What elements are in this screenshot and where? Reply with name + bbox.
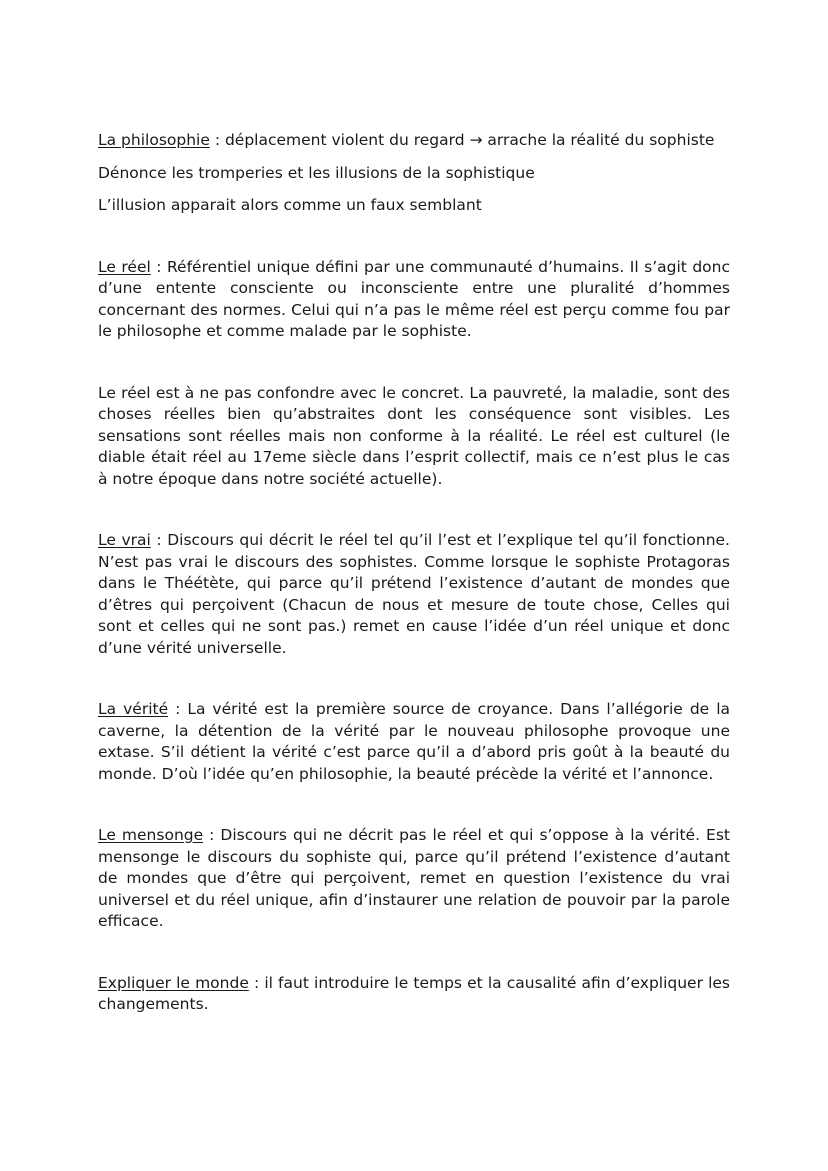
term-philosophie: La philosophie (98, 131, 210, 149)
paragraph-verite (98, 699, 730, 785)
paragraph-mensonge (98, 825, 730, 933)
term-verite: La vérité (98, 700, 169, 718)
term-reel: Le réel (98, 257, 151, 276)
definition-reel: : Référentiel unique défini par une communauté d’humains. Il s’agit donc d’une entente consciente ou inconsciente entre une pluralité d’hommes concernant des normes. Celui qui n’a pas le même réel est perçu comme fou par le philosophe et comme malade par le sophiste. (98, 257, 730, 340)
definition-mensonge: : Discours qui ne décrit pas le réel et qui s’oppose à la vérité. Est mensonge le discours du sophiste qui, parce qu’il prétend l’existence d’autant de mondes que d’être qui perçoivent, remet en question l’existence du vrai universel et du réel unique, afin d’instaurer une relation de pouvoir par la parole efficace. (98, 826, 730, 930)
text-reel-concret: Le réel est à ne pas confondre avec le concret. La pauvreté, la maladie, sont des choses réelles bien qu’abstraites dont les conséquence sont visibles. Les sensations sont réelles mais non conforme à la réalité. Le réel est culturel (le diable était réel au 17eme siècle dans l’esprit collectif, mais ce n’est plus le cas à notre époque dans notre société actuelle). (98, 383, 730, 488)
text-illusion: L’illusion apparait alors comme un faux semblant (98, 196, 482, 214)
paragraph-vrai (98, 530, 730, 659)
paragraph-expliquer-monde (98, 973, 730, 1016)
definition-verite: : La vérité est la première source de croyance. Dans l’allégorie de la caverne, la détention de la vérité par le nouveau philosophe provoque une extase. S’il détient la vérité c’est parce qu’il a d’abord pris goût à la beauté du monde. D’où l’idée qu’en philosophie, la beauté précède la vérité et l’annonce. (98, 700, 730, 783)
term-vrai: Le vrai (98, 531, 151, 549)
text-denonce: Dénonce les tromperies et les illusions de la sophistique (98, 163, 535, 182)
paragraph-philosophie (98, 130, 730, 152)
definition-expliquer-monde: : il faut introduire le temps et la causalité afin d’expliquer les changements. (98, 973, 730, 1013)
paragraph-reel-concret (98, 383, 730, 491)
definition-philosophie: : déplacement violent du regard → arrache la réalité du sophiste (209, 131, 715, 149)
paragraph-denonce (98, 163, 730, 185)
term-expliquer-monde: Expliquer le monde (98, 973, 249, 992)
term-mensonge: Le mensonge (98, 826, 204, 844)
paragraph-illusion (98, 195, 730, 217)
paragraph-reel (98, 257, 730, 343)
definition-vrai: : Discours qui décrit le réel tel qu’il l’est et l’explique tel qu’il fonctionne. N’est pas vrai le discours des sophistes. Comme lorsque le sophiste Protagoras dans le Théétète, qui parce qu’il prétend l’existence d’autant de mondes que d’êtres qui perçoivent (Chacun de nous et mesure de toute chose, Celles qui sont et celles qui ne sont pas.) remet en cause l’idée d’un réel unique et donc d’une vérité universelle. (98, 531, 730, 657)
document-page (98, 130, 730, 1016)
